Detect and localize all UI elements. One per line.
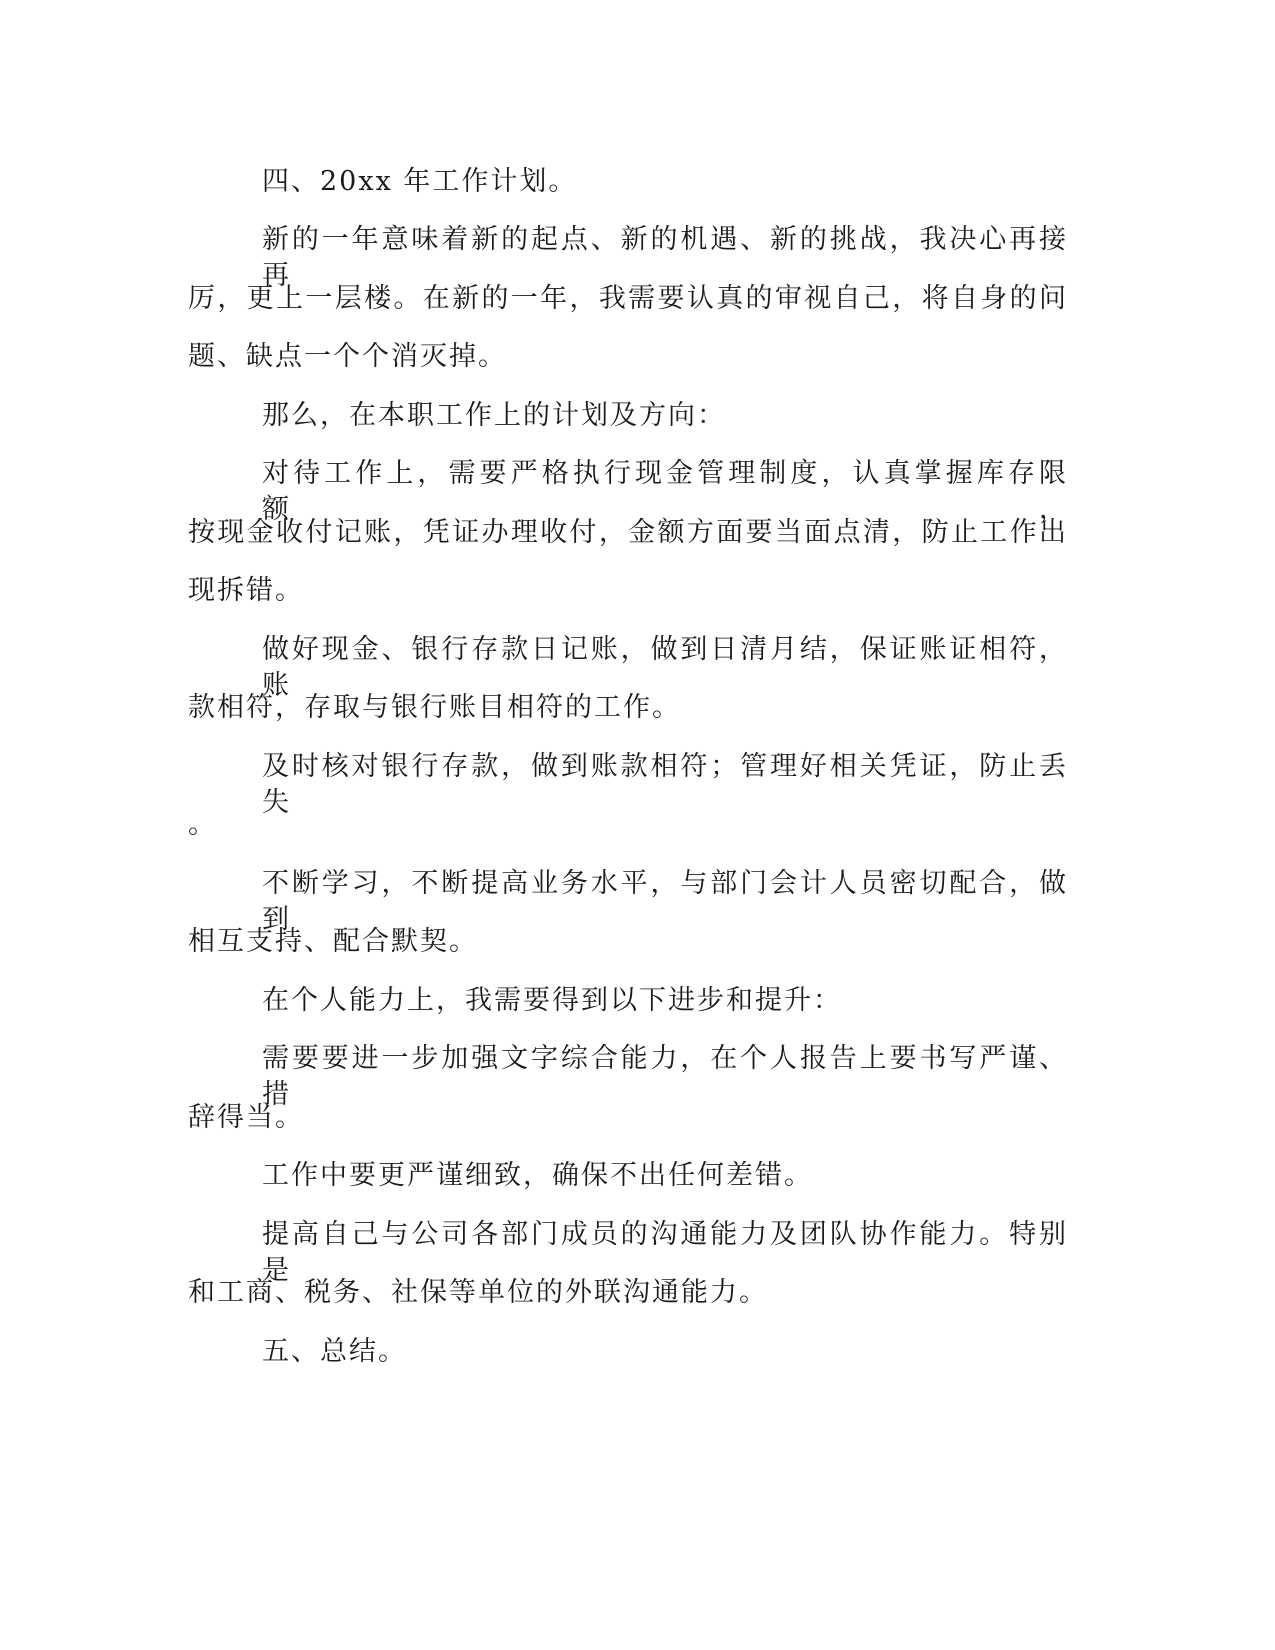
section-heading-plan: 四、20xx 年工作计划。 [262, 166, 578, 197]
paragraph-line: 提高自己与公司各部门成员的沟通能力及团队协作能力。特别是 [262, 1219, 1068, 1286]
paragraph-line: 工作中要更严谨细致，确保不出任何差错。 [262, 1160, 813, 1191]
paragraph-line: 不断学习，不断提高业务水平，与部门会计人员密切配合，做到 [262, 868, 1068, 935]
paragraph-line: 做好现金、银行存款日记账，做到日清月结，保证账证相符，账 [262, 634, 1068, 701]
paragraph-line: 需要要进一步加强文字综合能力，在个人报告上要书写严谨、措 [262, 1043, 1068, 1110]
paragraph-line: 对待工作上，需要严格执行现金管理制度，认真掌握库存限额， [262, 458, 1068, 525]
paragraph-line: 厉，更上一层楼。在新的一年，我需要认真的审视自己，将自身的问 [188, 283, 1068, 314]
section-heading-summary: 五、总结。 [262, 1336, 407, 1367]
paragraph-line: 按现金收付记账，凭证办理收付，金额方面要当面点清，防止工作出 [188, 517, 1068, 548]
paragraph-line: 那么，在本职工作上的计划及方向： [262, 400, 726, 431]
paragraph-line: 相互支持、配合默契。 [188, 926, 478, 957]
paragraph-line: 题、缺点一个个消灭掉。 [188, 341, 507, 372]
paragraph-line: 和工商、税务、社保等单位的外联沟通能力。 [188, 1277, 768, 1308]
paragraph-line: 辞得当。 [188, 1102, 304, 1133]
paragraph-line: 款相符，存取与银行账目相符的工作。 [188, 692, 681, 723]
paragraph-line: 现拆错。 [188, 575, 304, 606]
paragraph-line: 及时核对银行存款，做到账款相符；管理好相关凭证，防止丢失 [262, 751, 1068, 818]
paragraph-line: 在个人能力上，我需要得到以下进步和提升： [262, 985, 842, 1016]
paragraph-line: 。 [188, 809, 217, 840]
paragraph-line: 新的一年意味着新的起点、新的机遇、新的挑战，我决心再接再 [262, 224, 1068, 291]
